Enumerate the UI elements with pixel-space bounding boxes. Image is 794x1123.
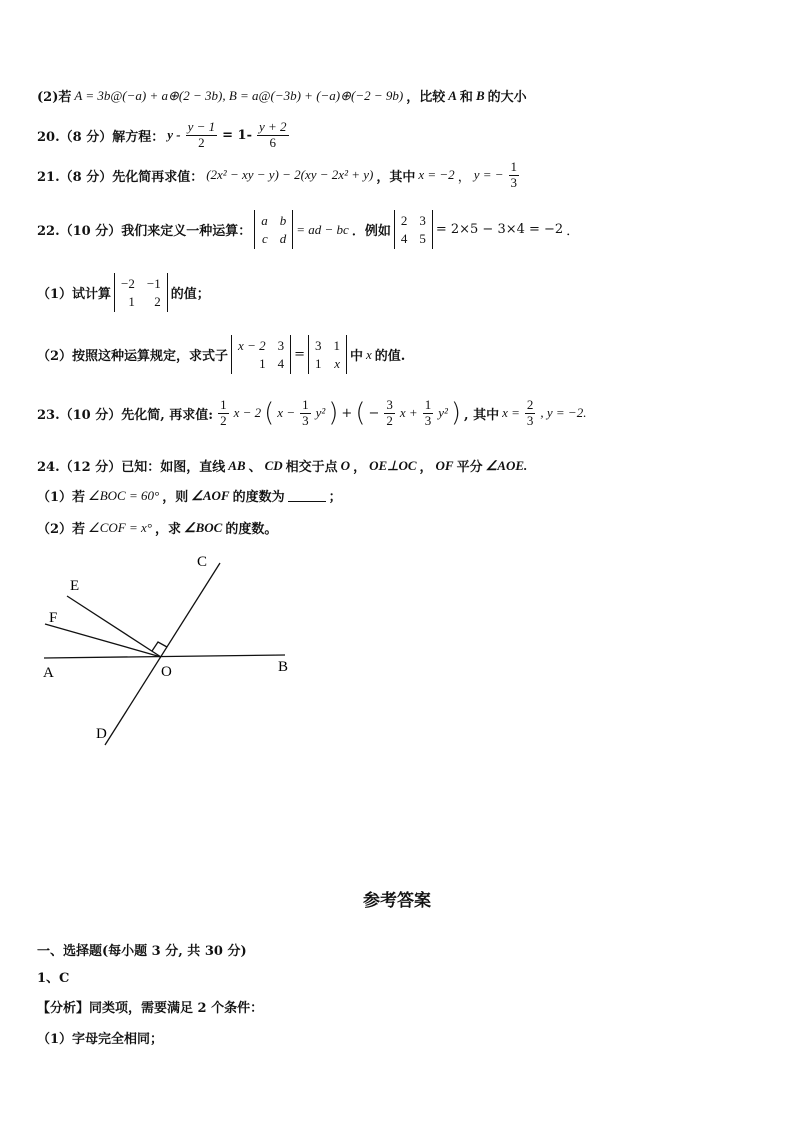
q23-v-num: 1	[424, 397, 432, 412]
q23-plus: +	[341, 405, 353, 421]
q21-expression: (2x² − xy − y) − 2(xy − 2x² + y)	[206, 167, 374, 183]
q19-var-a: A	[448, 87, 457, 103]
q24-p1-e: ；	[328, 490, 342, 505]
left-paren-icon: (	[355, 398, 366, 429]
det-cell: −2	[121, 276, 135, 291]
det-cell: 1	[315, 355, 322, 371]
q21-y-fraction	[509, 160, 520, 191]
q23-u-num: 3	[386, 397, 393, 412]
q22-p1-prefix: （1）试计算	[37, 287, 112, 303]
q21-y-lhs: y = −	[473, 167, 504, 183]
q24	[37, 456, 527, 475]
q22-end: ．	[566, 224, 580, 240]
q24-aoe: ∠AOE.	[485, 457, 528, 473]
q21-number: 21.（8 分）先化简再求值：	[37, 169, 204, 185]
q23-u-den: 2	[386, 412, 393, 428]
q24-p1-a: （1）若	[37, 490, 86, 505]
right-paren-icon: )	[450, 398, 462, 429]
q22-p2-left-determinant	[231, 335, 291, 374]
q23-x-num: 2	[526, 397, 534, 412]
label-o: O	[161, 664, 172, 680]
q21-where: ，其中	[376, 169, 416, 185]
label-e: E	[70, 578, 80, 594]
q22-p2-mid: 中	[350, 349, 364, 365]
q22-p1-suffix: 的值；	[170, 287, 210, 303]
q19-expression: A = 3b@(−a) + a⊕(2 − 3b), B = a@(−3b) + (−a)⊕(−2 − 9b)	[74, 87, 404, 103]
answer-analysis: 【分析】同类项，需要满足 2 个条件：	[37, 1001, 264, 1016]
label-f: F	[49, 610, 58, 626]
label-a: A	[43, 665, 54, 681]
q24-t3: ，	[419, 460, 433, 475]
q24-p2-d: 的度数。	[225, 522, 278, 537]
q23-part-f: y²	[438, 405, 448, 421]
q24-p1-b: ，则	[162, 490, 189, 505]
q19-part2	[37, 86, 527, 105]
q23-v	[423, 398, 434, 429]
q24-oe-perp-oc: OE⊥OC	[369, 457, 417, 473]
q22-p2-equals: =	[294, 347, 305, 363]
q23-three-halves	[384, 398, 395, 429]
q23-part-b: x −	[277, 405, 296, 421]
q21-comma: ，	[457, 169, 471, 185]
q24-t1: 相交于点	[285, 460, 338, 475]
q22-example-rhs: = 2×5 − 3×4 = −2	[435, 222, 564, 238]
q24-p1-d: 的度数为	[232, 490, 285, 505]
q23-y-value: , y = −2.	[540, 405, 587, 421]
q24-p1-c: ∠AOF	[191, 487, 230, 503]
line-cd	[105, 563, 220, 745]
geometry-figure	[0, 545, 320, 755]
q22-part1	[37, 273, 210, 312]
ray-of	[45, 624, 161, 657]
label-d: D	[96, 726, 107, 742]
q24-p2-a: （2）若	[37, 522, 86, 537]
q22-example-determinant	[394, 210, 433, 249]
det-cell: 3	[277, 338, 285, 353]
q22-definition-rhs: = ad − bc	[296, 221, 349, 237]
q23-x-fraction	[525, 398, 536, 429]
q20-lhs: y -	[167, 127, 181, 143]
q19-and: 和	[459, 90, 473, 105]
answer-condition-1: （1）字母完全相同；	[37, 1032, 164, 1047]
left-paren-icon: (	[264, 398, 275, 429]
q23-x-lhs: x =	[502, 405, 520, 421]
q23-half	[218, 398, 229, 429]
q23-where: , 其中	[464, 407, 500, 423]
label-c: C	[197, 554, 208, 570]
q22	[37, 210, 579, 249]
q24-part2	[37, 518, 277, 537]
det-cell: 5	[419, 230, 426, 246]
det-cell: x − 2	[238, 338, 266, 353]
q24-cd: CD	[264, 457, 283, 473]
q22-p2-suffix: 的值.	[374, 349, 406, 365]
q20-fraction-2	[257, 120, 289, 151]
det-cell: 2	[400, 213, 408, 228]
q22-example-label: ．例如	[351, 224, 391, 240]
q20-middle: = 1-	[222, 127, 252, 143]
q24-p2-c: ∠BOC	[183, 519, 223, 535]
det-cell: 1	[259, 355, 266, 371]
q20-f2-numerator: y + 2	[258, 119, 287, 134]
q23-third	[300, 398, 311, 429]
q23-half-num: 1	[220, 397, 227, 412]
q24-part1	[37, 486, 342, 505]
answers-title: 参考答案	[363, 891, 431, 911]
q23-v-den: 3	[424, 412, 432, 428]
q24-t2: ，	[353, 460, 367, 475]
answers-section: 一、选择题(每小题 3 分, 共 30 分)	[37, 944, 247, 959]
q22-definition-determinant	[254, 210, 293, 249]
q23-part-c: y²	[315, 405, 326, 421]
q21-y-denominator: 3	[510, 174, 518, 190]
det-cell: a	[261, 213, 268, 228]
q23-part-d: −	[368, 405, 380, 421]
q23-part-a: x − 2	[233, 405, 262, 421]
q24-ab: AB	[228, 457, 246, 473]
line-ab	[44, 655, 285, 658]
q23-half-den: 2	[220, 412, 227, 428]
q23-third-den: 3	[302, 412, 309, 428]
ray-oe	[67, 596, 161, 657]
det-cell: 3	[419, 213, 426, 228]
q22-p2-x: x	[366, 346, 372, 362]
det-cell: 3	[315, 338, 322, 353]
det-cell: 4	[277, 355, 285, 371]
q19-var-b: B	[475, 87, 485, 103]
q23-part-e: x +	[399, 405, 418, 421]
q20-number: 20.（8 分）解方程：	[37, 129, 165, 145]
det-cell: 2	[154, 293, 161, 309]
det-cell: c	[261, 230, 268, 246]
right-paren-icon: )	[328, 398, 339, 429]
q20-fraction-1	[186, 120, 218, 151]
label-b: B	[278, 659, 289, 675]
q24-number: 24.（12 分）已知：如图，直线	[37, 460, 226, 475]
q21-y-numerator: 1	[510, 159, 518, 174]
q19-suffix-a: ，比较	[406, 90, 446, 105]
det-cell: d	[279, 230, 287, 246]
q23	[37, 398, 586, 429]
q22-p2-prefix: （2）按照这种运算规定，求式子	[37, 349, 229, 365]
q23-x-den: 3	[526, 412, 534, 428]
q21	[37, 160, 521, 191]
det-cell: 1	[128, 293, 135, 309]
q19-suffix-b: 的大小	[487, 90, 527, 105]
answer-blank[interactable]	[288, 489, 326, 502]
q24-p1-expr: ∠BOC = 60°	[88, 487, 160, 503]
q20-f1-denominator: 2	[198, 134, 205, 150]
q20-f2-denominator: 6	[269, 134, 276, 150]
q24-p2-expr: ∠COF = x°	[88, 519, 152, 535]
answer-1: 1、C	[37, 971, 70, 986]
q22-number: 22.（10 分）我们来定义一种运算：	[37, 224, 252, 240]
det-cell: x	[334, 355, 340, 371]
q21-x-value: x = −2	[418, 167, 455, 183]
q19-prefix: (2)若	[37, 90, 72, 105]
det-cell: −1	[146, 276, 161, 291]
q20	[37, 120, 291, 151]
det-cell: 1	[333, 338, 340, 353]
q22-p1-determinant	[114, 273, 168, 312]
det-cell: b	[279, 213, 287, 228]
det-cell: 4	[400, 230, 408, 246]
q24-of: OF	[435, 457, 454, 473]
q22-part2	[37, 335, 405, 374]
q24-o: O	[340, 457, 351, 473]
q20-f1-numerator: y − 1	[187, 119, 216, 134]
q23-number: 23.（10 分）先化简, 再求值:	[37, 407, 214, 423]
q22-p2-right-determinant	[308, 335, 347, 374]
q24-p2-b: ，求	[154, 522, 181, 537]
q23-third-num: 1	[302, 397, 309, 412]
q24-sep: 、	[248, 460, 262, 475]
q24-t4: 平分	[456, 460, 483, 475]
